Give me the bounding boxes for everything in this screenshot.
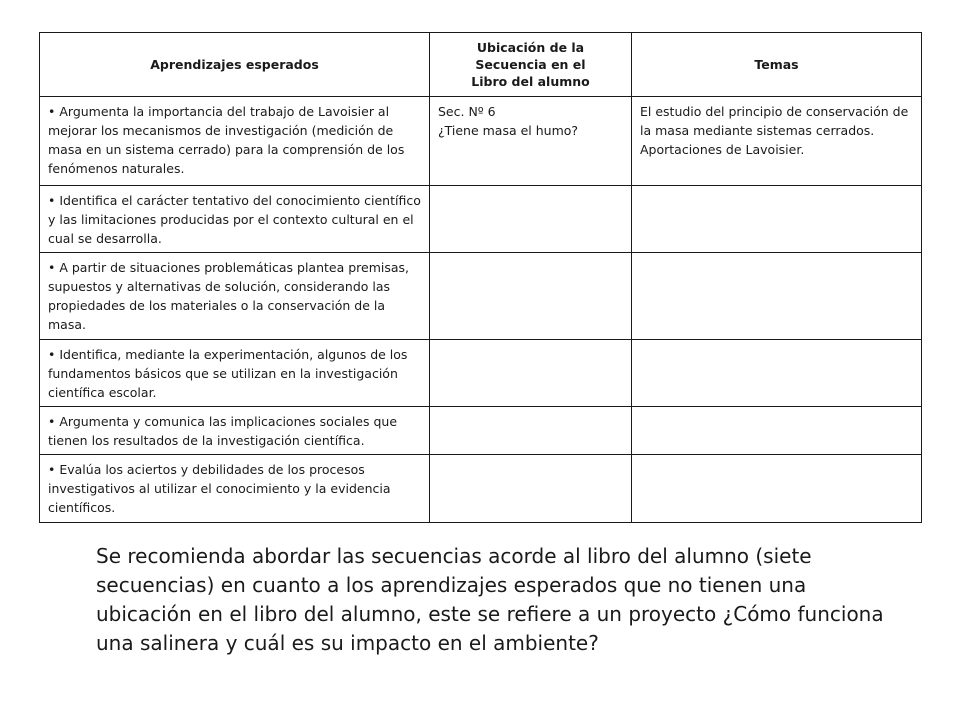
- cell-aprendizaje: • A partir de situaciones problemáticas plantea premisas, supuestos y alternativas de solución, considerando las propiedades de los materiales o la conservación de la masa.: [40, 253, 430, 340]
- cell-aprendizaje: • Identifica el carácter tentativo del conocimiento científico y las limitaciones producidas por el contexto cultural en el cual se desarrolla.: [40, 186, 430, 253]
- table-row: [40, 407, 922, 455]
- cell-aprendizaje: • Argumenta la importancia del trabajo de Lavoisier al mejorar los mecanismos de investigación (medición de masa en un sistema cerrado) para la comprensión de los fenómenos naturales.: [40, 97, 430, 186]
- cell-temas: El estudio del principio de conservación de la masa mediante sistemas cerrados. Aportaciones de Lavoisier.: [632, 97, 922, 186]
- header-temas: Temas: [632, 33, 922, 97]
- cell-ubicacion: [430, 455, 632, 523]
- recommendation-note: Se recomienda abordar las secuencias acorde al libro del alumno (siete secuencias) en cuanto a los aprendizajes esperados que no tienen una ubicación en el libro del alumno, este se refiere a un proyecto ¿Cómo funciona una salinera y cuál es su impacto en el ambiente?: [96, 544, 884, 655]
- cell-ubicacion: [430, 407, 632, 455]
- table-row: [40, 340, 922, 407]
- header-ubicacion: Ubicación de la Secuencia en el Libro del alumno: [430, 33, 632, 97]
- cell-aprendizaje: • Argumenta y comunica las implicaciones sociales que tienen los resultados de la investigación científica.: [40, 407, 430, 455]
- table-row: [40, 186, 922, 253]
- table-row: [40, 97, 922, 186]
- cell-ubicacion: [430, 253, 632, 340]
- table-row: [40, 455, 922, 523]
- cell-temas: [632, 340, 922, 407]
- cell-ubicacion: [430, 186, 632, 253]
- cell-temas: [632, 186, 922, 253]
- table-header-row: [40, 33, 922, 97]
- cell-temas: [632, 253, 922, 340]
- cell-ubicacion: [430, 340, 632, 407]
- cell-aprendizaje: • Evalúa los aciertos y debilidades de los procesos investigativos al utilizar el conocimiento y la evidencia científicos.: [40, 455, 430, 523]
- cell-aprendizaje: • Identifica, mediante la experimentación, algunos de los fundamentos básicos que se utilizan en la investigación científica escolar.: [40, 340, 430, 407]
- cell-temas: [632, 455, 922, 523]
- cell-temas: [632, 407, 922, 455]
- cell-ubicacion: Sec. Nº 6 ¿Tiene masa el humo?: [430, 97, 632, 186]
- header-aprendizajes: Aprendizajes esperados: [40, 33, 430, 97]
- table-row: [40, 253, 922, 340]
- learning-table: [39, 32, 922, 523]
